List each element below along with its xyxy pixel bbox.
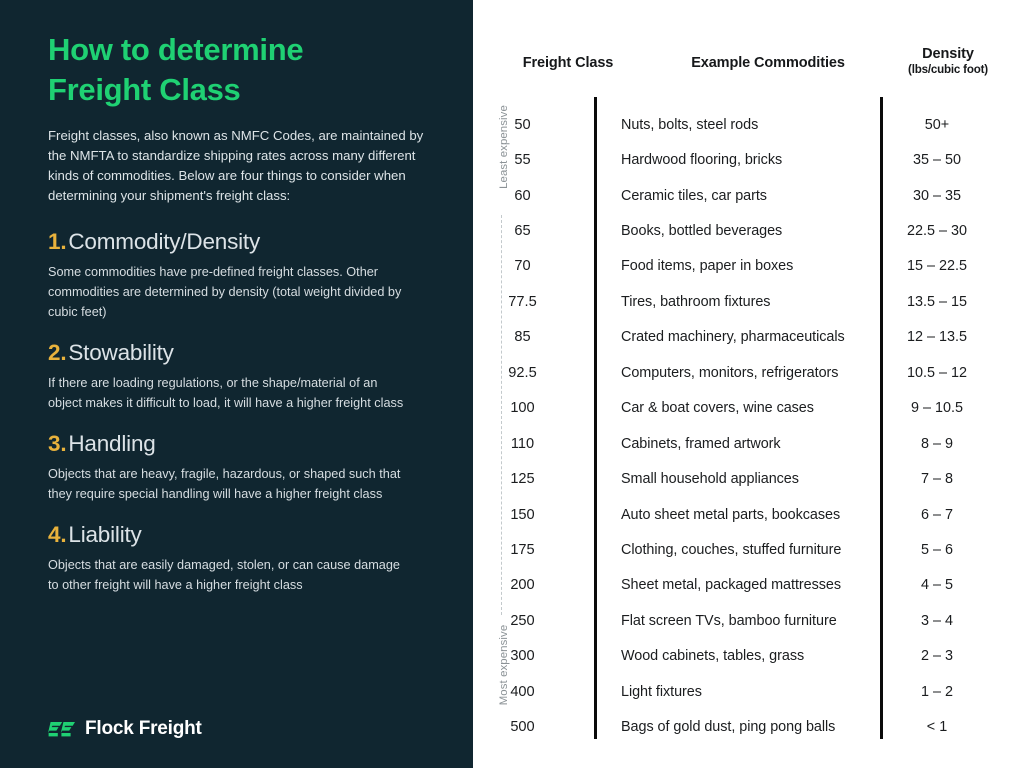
brand-name-label: Flock Freight [85,718,202,739]
cell-density: 2 – 3 [920,648,953,665]
column-header-density-label: Density [922,46,974,62]
cell-freight-class: 110 [510,435,535,452]
section-2-title [48,339,429,366]
table-row [473,284,1024,319]
table-row [473,568,1024,603]
cell-freight-class: 200 [510,577,535,594]
cell-density: 15 – 22.5 [906,258,967,275]
cell-example-commodities: Cabinets, framed artwork [621,435,781,452]
freight-class-table-panel [473,0,1024,768]
cell-example-commodities: Flat screen TVs, bamboo furniture [621,612,837,629]
cell-freight-class: 77.5 [508,293,537,310]
column-header-freight-class: Freight Class [522,55,614,71]
section-4-label: Liability [68,522,142,547]
cell-density: 7 – 8 [920,471,953,488]
cell-freight-class: 250 [510,612,535,629]
cell-freight-class: 65 [514,223,531,240]
cell-freight-class: 55 [514,152,531,169]
cell-density: 9 – 10.5 [910,400,963,417]
cell-density: 50+ [924,116,950,133]
brand-logo [48,718,202,740]
table-row [473,603,1024,638]
cell-freight-class: 92.5 [508,364,537,381]
left-info-panel [0,0,473,768]
cell-freight-class: 60 [514,187,531,204]
cell-example-commodities: Wood cabinets, tables, grass [621,648,805,665]
expense-scale-most-label: Most expensive [498,624,510,706]
section-commodity-density [48,228,429,322]
table-row [473,639,1024,674]
column-header-density-unit: (lbs/cubic foot) [908,63,988,76]
cell-example-commodities: Hardwood flooring, bricks [621,152,783,169]
table-row [473,497,1024,532]
section-3-title [48,430,429,457]
table-row [473,213,1024,248]
page-title-line-1: How to determine [48,32,304,67]
section-liability [48,521,429,595]
section-4-body: Objects that are easily damaged, stolen, or can cause damage to other freight will have a higher freight class [48,558,400,592]
table-row [473,426,1024,461]
cell-example-commodities: Bags of gold dust, ping pong balls [621,719,836,736]
section-1-body: Some commodities have pre-defined freight classes. Other commodities are determined by density (total weight divided by cubic feet) [48,265,402,319]
cell-freight-class: 100 [510,400,535,417]
cell-example-commodities: Clothing, couches, stuffed furniture [621,541,842,558]
cell-example-commodities: Books, bottled beverages [621,223,783,240]
page-title-line-2: Freight Class [48,72,241,107]
cell-freight-class: 70 [514,258,531,275]
section-handling [48,430,429,504]
cell-example-commodities: Tires, bathroom fixtures [621,293,771,310]
section-2-label: Stowability [68,340,174,365]
table-row [473,107,1024,142]
cell-density: < 1 [926,719,948,736]
cell-density: 4 – 5 [920,577,953,594]
cell-freight-class: 300 [510,648,535,665]
cell-example-commodities: Sheet metal, packaged mattresses [621,577,841,594]
table-body [473,107,1024,745]
table-row [473,391,1024,426]
table-row [473,320,1024,355]
section-stowability [48,339,429,413]
section-1-title [48,228,429,255]
cell-density: 12 – 13.5 [906,329,967,346]
page-title [48,30,378,110]
section-4-title [48,521,429,548]
section-3-label: Handling [68,431,156,456]
cell-density: 35 – 50 [912,152,961,169]
section-1-number: 1. [48,229,67,254]
table-row [473,709,1024,744]
table-row [473,674,1024,709]
cell-example-commodities: Ceramic tiles, car parts [621,187,767,204]
cell-example-commodities: Food items, paper in boxes [621,258,794,275]
cell-density: 1 – 2 [920,683,953,700]
cell-density: 13.5 – 15 [906,293,967,310]
cell-freight-class: 400 [510,683,535,700]
cell-example-commodities: Auto sheet metal parts, bookcases [621,506,841,523]
cell-density: 22.5 – 30 [906,223,967,240]
cell-example-commodities: Car & boat covers, wine cases [621,400,814,417]
cell-density: 3 – 4 [920,612,953,629]
intro-paragraph: Freight classes, also known as NMFC Codes, are maintained by the NMFTA to standardize shipping rates across many different kinds of commodities. Below are four things to consider when determining your shipment's freight class: [48,128,424,203]
cell-freight-class: 500 [510,719,535,736]
cell-density: 8 – 9 [920,435,953,452]
expense-scale-least-label: Least expensive [498,105,510,189]
cell-freight-class: 125 [510,471,535,488]
cell-density: 5 – 6 [920,541,953,558]
table-row [473,249,1024,284]
section-3-number: 3. [48,431,67,456]
table-row [473,355,1024,390]
table-row [473,532,1024,567]
cell-freight-class: 50 [514,116,531,133]
column-header-density [873,46,1023,76]
section-2-number: 2. [48,340,67,365]
cell-freight-class: 175 [510,541,535,558]
cell-example-commodities: Nuts, bolts, steel rods [621,116,759,133]
cell-density: 10.5 – 12 [906,364,967,381]
cell-example-commodities: Light fixtures [621,683,702,700]
table-row [473,461,1024,496]
column-header-example-commodities: Example Commodities [691,55,845,71]
cell-example-commodities: Computers, monitors, refrigerators [621,364,839,381]
cell-density: 6 – 7 [920,506,953,523]
table-row [473,178,1024,213]
cell-density: 30 – 35 [912,187,961,204]
cell-freight-class: 85 [514,329,531,346]
section-4-number: 4. [48,522,67,547]
section-3-body: Objects that are heavy, fragile, hazardous, or shaped such that they require special handling will have a higher freight class [48,467,401,501]
section-1-label: Commodity/Density [68,229,261,254]
table-row [473,142,1024,177]
section-2-body: If there are loading regulations, or the shape/material of an object makes it difficult to load, it will have a higher freight class [48,376,404,410]
cell-example-commodities: Small household appliances [621,471,799,488]
flock-freight-logo-icon [48,722,76,737]
cell-freight-class: 150 [510,506,535,523]
cell-example-commodities: Crated machinery, pharmaceuticals [621,329,845,346]
